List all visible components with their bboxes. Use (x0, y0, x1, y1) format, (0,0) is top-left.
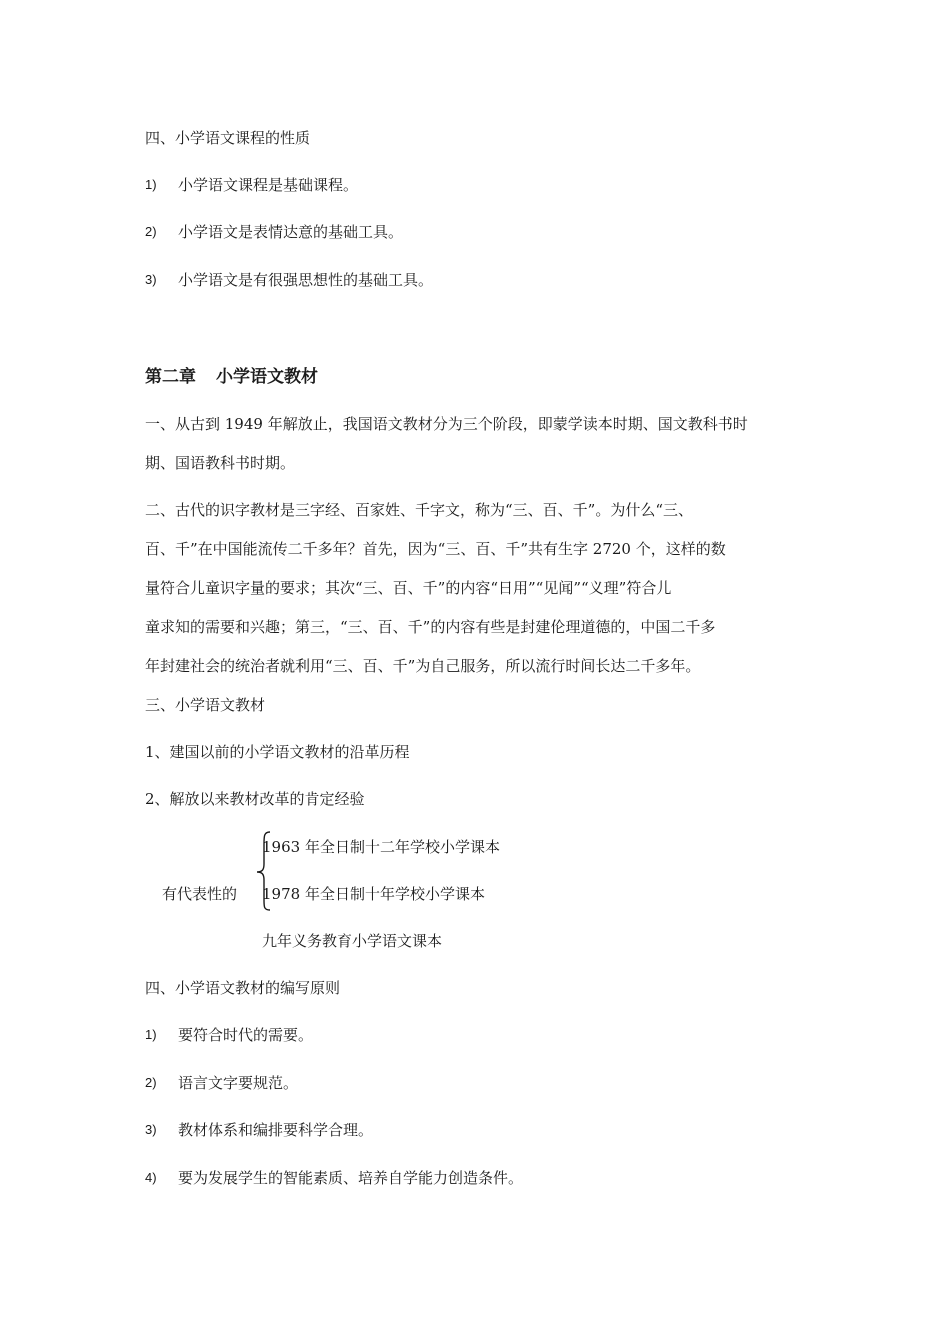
chapter-heading (145, 366, 318, 388)
list-number: 1) (145, 177, 157, 192)
paragraph-line: 年封建社会的统治者就利用“三、百、千”为自己服务，所以流行时间长达二千多年。 (145, 657, 701, 675)
list-item: 教材体系和编排要科学合理。 (178, 1121, 374, 1139)
section-heading: 四、小学语文教材的编写原则 (145, 979, 341, 997)
chapter-label: 第二章 (145, 367, 196, 387)
list-item: 要符合时代的需要。 (178, 1026, 314, 1044)
subsection-heading: 1、建国以前的小学语文教材的沿革历程 (145, 743, 410, 761)
paragraph-line: 期、国语教科书时期。 (145, 454, 296, 472)
list-number: 1) (145, 1027, 157, 1042)
representative-item: 1978 年全日制十年学校小学课本 (262, 885, 485, 903)
paragraph-line: 二、古代的识字教材是三字经、百家姓、千字文，称为“三、百、千”。为什么“三、 (145, 501, 694, 519)
paragraph-line: 一、从古到 1949 年解放止，我国语文教材分为三个阶段，即蒙学读本时期、国文教科书时 (145, 415, 748, 433)
paragraph-line: 百、千”在中国能流传二千多年？首先，因为“三、百、千”共有生字 2720 个，这样的数 (145, 540, 726, 558)
chapter-title: 小学语文教材 (216, 367, 318, 387)
list-item: 小学语文课程是基础课程。 (178, 176, 359, 194)
list-number: 3) (145, 272, 157, 287)
representative-item: 九年义务教育小学语文课本 (262, 932, 443, 950)
section-heading: 三、小学语文教材 (145, 696, 266, 714)
list-number: 3) (145, 1122, 157, 1137)
list-item: 要为发展学生的智能素质、培养自学能力创造条件。 (178, 1169, 524, 1187)
list-number: 4) (145, 1170, 157, 1185)
list-item: 小学语文是表情达意的基础工具。 (178, 223, 404, 241)
list-number: 2) (145, 224, 157, 239)
representative-item: 1963 年全日制十二年学校小学课本 (262, 838, 500, 856)
list-item: 语言文字要规范。 (178, 1074, 299, 1092)
representative-label: 有代表性的 (162, 885, 238, 903)
subsection-heading: 2、解放以来教材改革的肯定经验 (145, 790, 365, 808)
paragraph-line: 童求知的需要和兴趣；第三，“三、百、千”的内容有些是封建伦理道德的，中国二千多 (145, 618, 716, 636)
list-item: 小学语文是有很强思想性的基础工具。 (178, 271, 434, 289)
list-number: 2) (145, 1075, 157, 1090)
section-heading: 四、小学语文课程的性质 (145, 129, 311, 147)
paragraph-line: 量符合儿童识字量的要求；其次“三、百、千”的内容“日用”“见闻”“义理”符合儿 (145, 579, 672, 597)
